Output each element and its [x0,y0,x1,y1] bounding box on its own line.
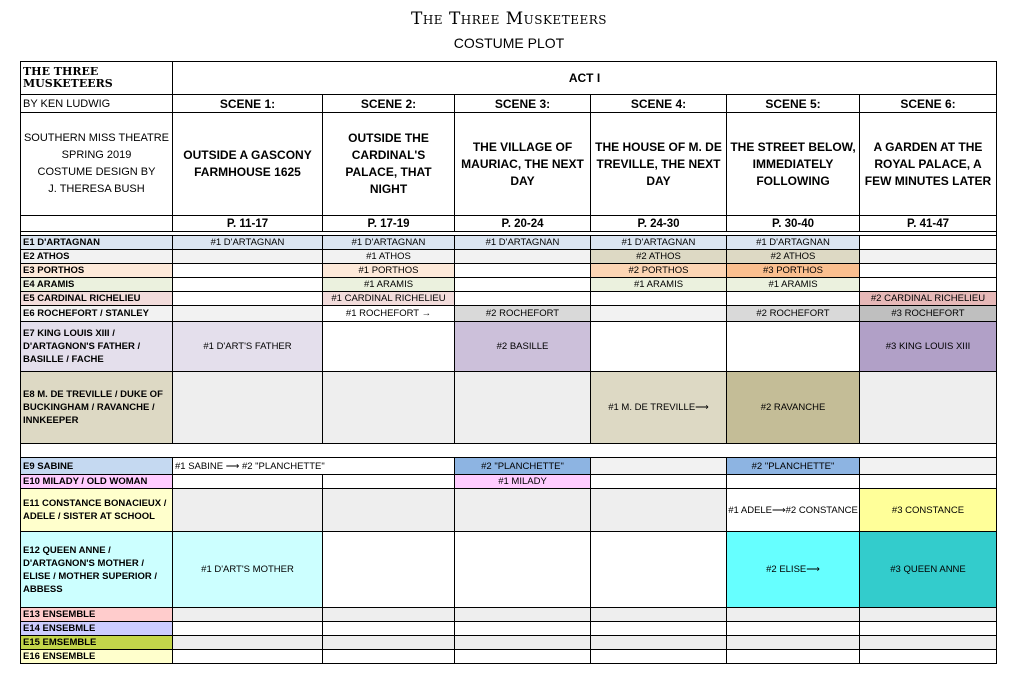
costume-cell [323,372,455,444]
scene-label: SCENE 3: [455,95,591,113]
production-info [21,113,173,216]
costume-cell [591,532,727,608]
production-line: SOUTHERN MISS THEATRE [23,132,170,144]
character-name: E11 CONSTANCE BONACIEUX / ADELE / SISTER AT SCHOOL [21,489,173,532]
character-row [21,292,997,306]
scene-label: SCENE 2: [323,95,455,113]
costume-cell [455,278,591,292]
costume-cell [860,458,997,475]
costume-cell [455,650,591,664]
scene-pages: P. 41-47 [860,216,997,232]
costume-cell [173,372,323,444]
character-row [21,264,997,278]
costume-cell: #1 M. DE TREVILLE⟶ [591,372,727,444]
costume-cell [455,250,591,264]
character-row [21,475,997,489]
costume-cell: #2 ELISE⟶ [727,532,860,608]
costume-cell: #3 KING LOUIS XIII [860,322,997,372]
costume-cell [860,475,997,489]
costume-cell [591,608,727,622]
costume-cell: #2 ROCHEFORT [455,306,591,322]
costume-cell [323,489,455,532]
production-line: J. THERESA BUSH [48,183,145,195]
character-row [21,458,997,475]
costume-cell: #1 ROCHEFORT → [323,306,455,322]
costume-cell [860,650,997,664]
character-name: E6 ROCHEFORT / STANLEY [21,306,173,322]
character-row [21,372,997,444]
character-name: E9 SABINE [21,458,173,475]
costume-cell: #1 D'ARTAGNAN [455,236,591,250]
costume-cell [591,475,727,489]
character-name: E2 ATHOS [21,250,173,264]
section-spacer [21,444,997,458]
costume-cell [860,636,997,650]
costume-cell: #1 D'ARTAGNAN [173,236,323,250]
character-row [21,532,997,608]
character-name: E14 ENSEBMLE [21,622,173,636]
costume-cell [455,264,591,278]
costume-cell: #1 SABINE ⟶ #2 "PLANCHETTE" [173,458,455,475]
costume-cell [727,608,860,622]
costume-cell [591,636,727,650]
costume-cell: #1 D'ART'S FATHER [173,322,323,372]
costume-cell [173,306,323,322]
costume-cell [173,250,323,264]
character-row [21,636,997,650]
scene-label: SCENE 4: [591,95,727,113]
costume-cell [591,306,727,322]
costume-cell [173,650,323,664]
costume-cell [591,622,727,636]
scene-description: A GARDEN AT THE ROYAL PALACE, A FEW MINUTES LATER [860,113,997,216]
character-row [21,306,997,322]
character-name: E7 KING LOUIS XIII / D'ARTAGNON'S FATHER / BASILLE / FACHE [21,322,173,372]
character-name: E10 MILADY / OLD WOMAN [21,475,173,489]
costume-cell: #2 ROCHEFORT [727,306,860,322]
author-credit: BY KEN LUDWIG [21,95,173,113]
costume-cell [727,475,860,489]
costume-cell: #2 ATHOS [591,250,727,264]
page-ref-blank [21,216,173,232]
character-row [21,322,997,372]
costume-cell [323,622,455,636]
costume-cell [173,489,323,532]
character-name: E1 D'ARTAGNAN [21,236,173,250]
scene-pages: P. 11-17 [173,216,323,232]
scene-description: OUTSIDE THE CARDINAL'S PALACE, THAT NIGHT [323,113,455,216]
character-row [21,236,997,250]
costume-cell: #1 ADELE⟶#2 CONSTANCE [727,489,860,532]
costume-cell [323,636,455,650]
costume-cell [591,322,727,372]
costume-cell: #1 D'ARTAGNAN [727,236,860,250]
scene-pages: P. 24-30 [591,216,727,232]
act-header: ACT I [173,62,997,95]
costume-cell: #1 ARAMIS [591,278,727,292]
costume-cell [173,622,323,636]
costume-cell: #2 "PLANCHETTE" [455,458,591,475]
costume-cell [323,608,455,622]
costume-cell [860,608,997,622]
costume-cell [860,250,997,264]
character-row [21,489,997,532]
costume-cell [727,650,860,664]
costume-cell: #1 D'ARTAGNAN [323,236,455,250]
costume-cell [455,636,591,650]
scene-description: THE STREET BELOW, IMMEDIATELY FOLLOWING [727,113,860,216]
costume-cell [727,636,860,650]
scene-description: THE HOUSE OF M. DE TREVILLE, THE NEXT DAY [591,113,727,216]
character-row [21,622,997,636]
document-subtitle: COSTUME PLOT [453,35,565,51]
costume-cell: #1 D'ARTAGNAN [591,236,727,250]
costume-cell [455,532,591,608]
costume-cell [455,372,591,444]
scene-pages: P. 20-24 [455,216,591,232]
costume-plot-table [20,61,997,664]
scene-description: OUTSIDE A GASCONY FARMHOUSE 1625 [173,113,323,216]
costume-cell [860,278,997,292]
character-name: E15 EMSEMBLE [21,636,173,650]
costume-cell [860,264,997,278]
character-name: E3 PORTHOS [21,264,173,278]
character-row [21,608,997,622]
costume-cell [727,322,860,372]
scene-pages: P. 17-19 [323,216,455,232]
costume-cell [173,608,323,622]
scene-label: SCENE 1: [173,95,323,113]
scene-label: SCENE 5: [727,95,860,113]
costume-cell [727,622,860,636]
costume-cell [173,264,323,278]
costume-cell: #1 ARAMIS [727,278,860,292]
costume-cell [860,236,997,250]
costume-cell [323,650,455,664]
costume-cell [455,292,591,306]
costume-cell: #2 PORTHOS [591,264,727,278]
character-name: E4 ARAMIS [21,278,173,292]
show-title: THE THREE MUSKETEERS [21,62,173,95]
costume-cell [591,489,727,532]
character-name: E13 ENSEMBLE [21,608,173,622]
costume-cell: #1 ARAMIS [323,278,455,292]
costume-cell [727,292,860,306]
costume-cell: #1 PORTHOS [323,264,455,278]
costume-cell: #1 CARDINAL RICHELIEU [323,292,455,306]
costume-cell [455,489,591,532]
costume-cell [860,372,997,444]
costume-cell [173,636,323,650]
production-line: COSTUME DESIGN BY [37,166,156,178]
costume-cell [860,622,997,636]
costume-cell: #1 D'ART'S MOTHER [173,532,323,608]
character-row [21,250,997,264]
character-name: E12 QUEEN ANNE / D'ARTAGNON'S MOTHER / ELISE / MOTHER SUPERIOR / ABBESS [21,532,173,608]
costume-cell [591,458,727,475]
scene-label: SCENE 6: [860,95,997,113]
costume-cell [591,292,727,306]
costume-cell: #2 RAVANCHE [727,372,860,444]
costume-cell: #1 ATHOS [323,250,455,264]
costume-cell: #3 QUEEN ANNE [860,532,997,608]
costume-cell [173,278,323,292]
character-row [21,278,997,292]
costume-cell [455,622,591,636]
document-title: The Three Musketeers [411,9,607,29]
costume-cell [455,608,591,622]
costume-cell: #2 BASILLE [455,322,591,372]
character-row [21,650,997,664]
scene-pages: P. 30-40 [727,216,860,232]
production-line: SPRING 2019 [61,149,132,161]
costume-cell [173,292,323,306]
costume-cell: #3 CONSTANCE [860,489,997,532]
scene-description: THE VILLAGE OF MAURIAC, THE NEXT DAY [455,113,591,216]
character-name: E5 CARDINAL RICHELIEU [21,292,173,306]
costume-cell [323,532,455,608]
costume-cell [323,475,455,489]
costume-cell [591,650,727,664]
costume-cell: #3 PORTHOS [727,264,860,278]
costume-cell: #2 CARDINAL RICHELIEU [860,292,997,306]
costume-cell [173,475,323,489]
costume-cell: #2 "PLANCHETTE" [727,458,860,475]
costume-cell: #2 ATHOS [727,250,860,264]
character-name: E8 M. DE TREVILLE / DUKE OF BUCKINGHAM / RAVANCHE / INNKEEPER [21,372,173,444]
character-name: E16 ENSEMBLE [21,650,173,664]
costume-cell: #1 MILADY [455,475,591,489]
costume-cell: #3 ROCHEFORT [860,306,997,322]
costume-cell [323,322,455,372]
